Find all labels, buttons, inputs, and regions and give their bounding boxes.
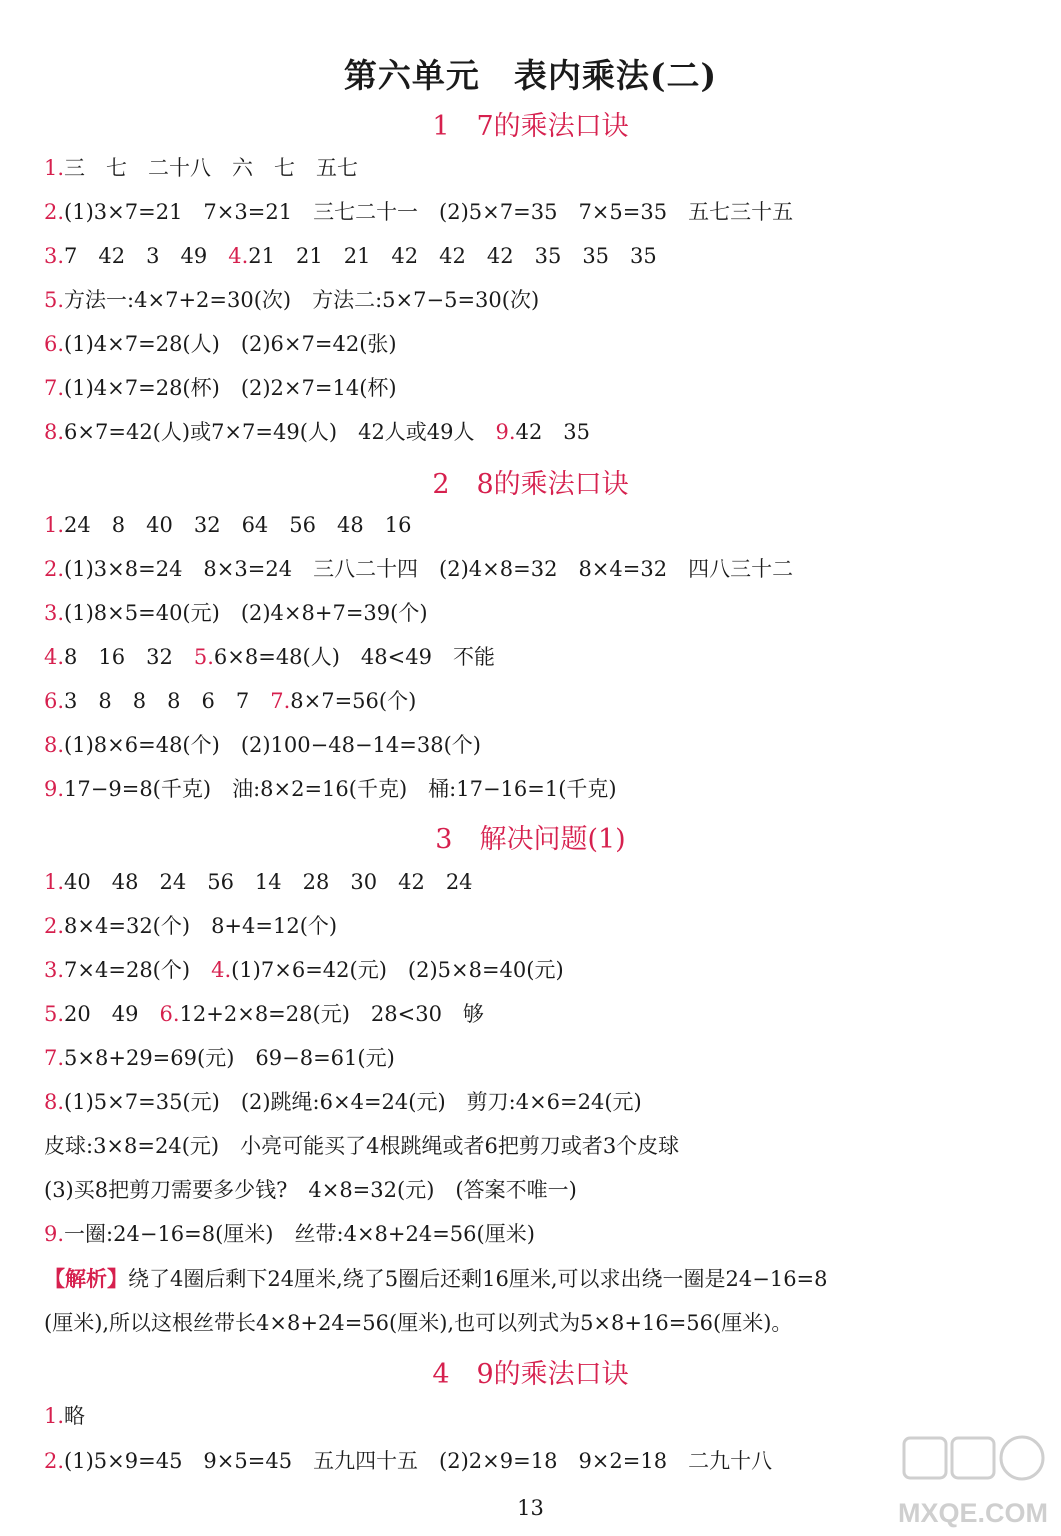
answer-line (44, 1446, 1029, 1476)
answer-line (44, 867, 1029, 897)
section-heading: 3 解决问题(1) (435, 824, 626, 855)
question-number: 3. (44, 958, 65, 982)
question-number: 5. (193, 645, 214, 669)
answer-line (44, 329, 1029, 359)
answer-text: 8 16 32 (64, 645, 194, 669)
question-number: 3. (44, 601, 65, 625)
question-number: 2. (44, 200, 65, 224)
answer-text: 三 七 二十八 六 七 五七 (64, 156, 359, 180)
answer-text: 7×4=28(个) (64, 958, 212, 982)
section-heading: 4 9的乘法口诀 (432, 1359, 629, 1390)
question-number: 9. (44, 777, 65, 801)
answer-line (44, 241, 1029, 271)
answer-line (44, 285, 1029, 315)
question-number: 7. (44, 376, 65, 400)
answer-text: (1)3×7=21 7×3=21 三七二十一 (2)5×7=35 7×5=35 五七三十五 (64, 200, 794, 224)
answer-line (44, 999, 1029, 1029)
answer-line (44, 1175, 1029, 1205)
answer-text: 20 49 (64, 1002, 160, 1026)
answer-text: (1)8×5=40(元) (2)4×8+7=39(个) (64, 601, 428, 625)
answer-line (44, 686, 1029, 716)
answer-text: (1)8×6=48(个) (2)100−48−14=38(个) (64, 733, 481, 757)
question-number: 4. (211, 958, 232, 982)
answer-text: 6×8=48(人) 48<49 不能 (213, 645, 495, 669)
answer-text: 皮球:3×8=24(元) 小亮可能买了4根跳绳或者6把剪刀或者3个皮球 (44, 1134, 680, 1158)
answer-text: 5×8+29=69(元) 69−8=61(元) (64, 1046, 395, 1070)
question-number: 9. (44, 1222, 65, 1246)
question-number: 7. (270, 689, 291, 713)
section-heading: 1 7的乘法口诀 (432, 111, 629, 142)
answer-line (44, 1087, 1029, 1117)
answer-text: 17−9=8(千克) 油:8×2=16(千克) 桶:17−16=1(千克) (64, 777, 617, 801)
question-number: 2. (44, 557, 65, 581)
answer-line (44, 373, 1029, 403)
answer-line (44, 730, 1029, 760)
question-number: 8. (44, 1090, 65, 1114)
watermark-url: MXQE.COM (898, 1498, 1048, 1528)
answer-text: (1)3×8=24 8×3=24 三八二十四 (2)4×8=32 8×4=32 四八三十二 (64, 557, 794, 581)
question-number: 6. (159, 1002, 180, 1026)
answer-text: (厘米),所以这根丝带长4×8+24=56(厘米),也可以列式为5×8+16=56(厘米)。 (44, 1311, 793, 1335)
answer-line (44, 774, 1029, 804)
answer-text: 7 42 3 49 (64, 244, 229, 268)
answer-text: 21 21 21 42 42 42 35 35 35 (248, 244, 657, 268)
question-number: 2. (44, 914, 65, 938)
answer-text: (1)4×7=28(杯) (2)2×7=14(杯) (64, 376, 397, 400)
watermark-logo (898, 1430, 1048, 1530)
answer-text: 绕了4圈后剩下24厘米,绕了5圈后还剩16厘米,可以求出绕一圈是24−16=8 (128, 1267, 828, 1291)
question-number: 7. (44, 1046, 65, 1070)
question-number: 1. (44, 513, 65, 537)
page-title: 第六单元 表内乘法(二) (343, 56, 718, 95)
answer-line (44, 642, 1029, 672)
question-number: 3. (44, 244, 65, 268)
answer-line (44, 598, 1029, 628)
answer-text: 方法一:4×7+2=30(次) 方法二:5×7−5=30(次) (64, 288, 540, 312)
question-number: 1. (44, 870, 65, 894)
answer-line (44, 1401, 1029, 1431)
question-number: 8. (44, 733, 65, 757)
question-number: 5. (44, 288, 65, 312)
answer-text: 40 48 24 56 14 28 30 42 24 (64, 870, 473, 894)
answer-text: 24 8 40 32 64 56 48 16 (64, 513, 412, 537)
answer-text: 6×7=42(人)或7×7=49(人) 42人或49人 (64, 420, 496, 444)
answer-text: (1)7×6=42(元) (2)5×8=40(元) (231, 958, 564, 982)
question-number: 1. (44, 1404, 65, 1428)
answer-text: (1)5×9=45 9×5=45 五九四十五 (2)2×9=18 9×2=18 二九十八 (64, 1449, 773, 1473)
answer-text: 8×7=56(个) (290, 689, 417, 713)
answer-text: 一圈:24−16=8(厘米) 丝带:4×8+24=56(厘米) (64, 1222, 535, 1246)
answer-line (44, 197, 1029, 227)
page-number: 13 (517, 1496, 544, 1520)
answer-line (44, 153, 1029, 183)
section-heading: 2 8的乘法口诀 (432, 469, 629, 500)
question-number: 6. (44, 332, 65, 356)
answer-text: (1)4×7=28(人) (2)6×7=42(张) (64, 332, 397, 356)
answer-line (44, 1308, 1029, 1338)
answer-text: 42 35 (515, 420, 591, 444)
answer-line (44, 911, 1029, 941)
answer-text: 8×4=32(个) 8+4=12(个) (64, 914, 338, 938)
question-number: 4. (228, 244, 249, 268)
answer-line (44, 1264, 1029, 1294)
answer-text: 12+2×8=28(元) 28<30 够 (179, 1002, 484, 1026)
answer-line (44, 955, 1029, 985)
answer-line (44, 417, 1029, 447)
question-number: 8. (44, 420, 65, 444)
question-number: 9. (495, 420, 516, 444)
analysis-tag: 【解析】 (44, 1266, 128, 1291)
answer-line (44, 1131, 1029, 1161)
question-number: 6. (44, 689, 65, 713)
answer-line (44, 1043, 1029, 1073)
answer-text: (3)买8把剪刀需要多少钱? 4×8=32(元) (答案不唯一) (44, 1178, 577, 1202)
answer-text: 略 (64, 1404, 86, 1428)
question-number: 5. (44, 1002, 65, 1026)
question-number: 2. (44, 1449, 65, 1473)
answer-line (44, 1219, 1029, 1249)
answer-text: (1)5×7=35(元) (2)跳绳:6×4=24(元) 剪刀:4×6=24(元) (64, 1090, 642, 1114)
answer-line (44, 554, 1029, 584)
question-number: 1. (44, 156, 65, 180)
answer-line (44, 510, 1029, 540)
question-number: 4. (44, 645, 65, 669)
answer-text: 3 8 8 8 6 7 (64, 689, 271, 713)
